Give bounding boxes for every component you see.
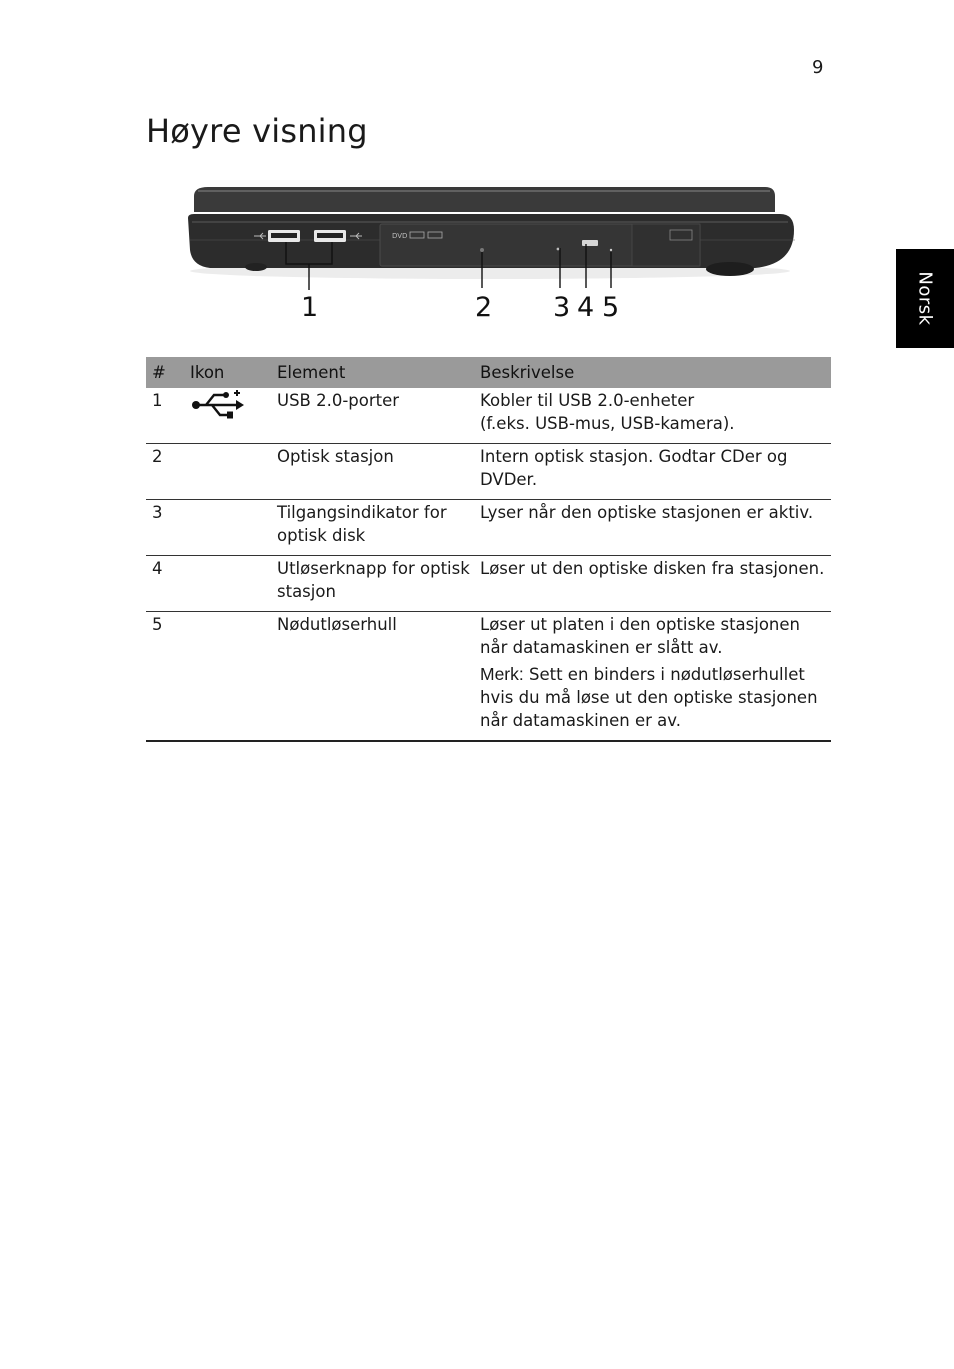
row-element: Optisk stasjon	[271, 444, 474, 500]
description-note	[480, 663, 827, 732]
row-icon-cell	[184, 500, 271, 556]
callout-5: 5	[602, 292, 620, 323]
header-num: #	[146, 357, 184, 388]
language-tab-label: Norsk	[914, 271, 936, 326]
front-foot	[245, 263, 267, 271]
laptop-right-view-figure	[180, 178, 800, 328]
callout-4: 4	[577, 292, 595, 323]
table-row	[146, 556, 831, 612]
header-description: Beskrivelse	[474, 357, 831, 388]
row-description	[474, 612, 831, 742]
callout-1: 1	[301, 292, 319, 323]
row-description: Løser ut den optiske disken fra stasjonen.	[474, 556, 831, 612]
row-num: 1	[146, 388, 184, 444]
page-title: Høyre visning	[146, 112, 368, 150]
rear-foot	[706, 262, 754, 276]
row-element: USB 2.0-porter	[271, 388, 474, 444]
header-icon: Ikon	[184, 357, 271, 388]
ports-table	[146, 357, 831, 742]
row-icon-cell	[184, 612, 271, 742]
description-text: Løser ut platen i den optiske stasjonen når datamaskinen er slått av.	[480, 615, 800, 657]
note-text: Sett en binders i nødutløserhullet hvis du må løse ut den optiske stasjonen når datamaskinen er av.	[480, 665, 818, 730]
table-row	[146, 612, 831, 742]
eject-button	[582, 240, 598, 246]
usb-port-2	[314, 230, 346, 242]
table-row	[146, 500, 831, 556]
callout-3: 3	[553, 292, 571, 323]
row-element: Utløserknapp for optisk stasjon	[271, 556, 474, 612]
row-icon-cell	[184, 444, 271, 500]
callout-2: 2	[475, 292, 493, 323]
row-description: Intern optisk stasjon. Godtar CDer og DVDer.	[474, 444, 831, 500]
page-number: 9	[812, 57, 824, 78]
row-num: 3	[146, 500, 184, 556]
emergency-eject-hole	[610, 249, 612, 251]
row-element: Tilgangsindikator for optisk disk	[271, 500, 474, 556]
table-row	[146, 444, 831, 500]
row-description: Lyser når den optiske stasjonen er aktiv.	[474, 500, 831, 556]
dvd-logo: DVD	[392, 232, 408, 240]
description-line: (f.eks. USB-mus, USB-kamera).	[480, 414, 735, 433]
usb-port-1	[268, 230, 300, 242]
usb-icon	[190, 389, 246, 421]
row-element: Nødutløserhull	[271, 612, 474, 742]
table-header-row	[146, 357, 831, 388]
row-icon-cell	[184, 388, 271, 444]
row-description	[474, 388, 831, 444]
table-row	[146, 388, 831, 444]
note-label: Merk:	[480, 664, 524, 684]
laptop-illustration	[180, 178, 800, 328]
row-icon-cell	[184, 556, 271, 612]
description-line: Kobler til USB 2.0-enheter	[480, 391, 695, 410]
header-element: Element	[271, 357, 474, 388]
drive-disc-center-marker	[480, 248, 484, 252]
row-num: 4	[146, 556, 184, 612]
language-tab	[896, 249, 954, 348]
row-num: 5	[146, 612, 184, 742]
row-num: 2	[146, 444, 184, 500]
access-indicator-led	[557, 248, 560, 251]
